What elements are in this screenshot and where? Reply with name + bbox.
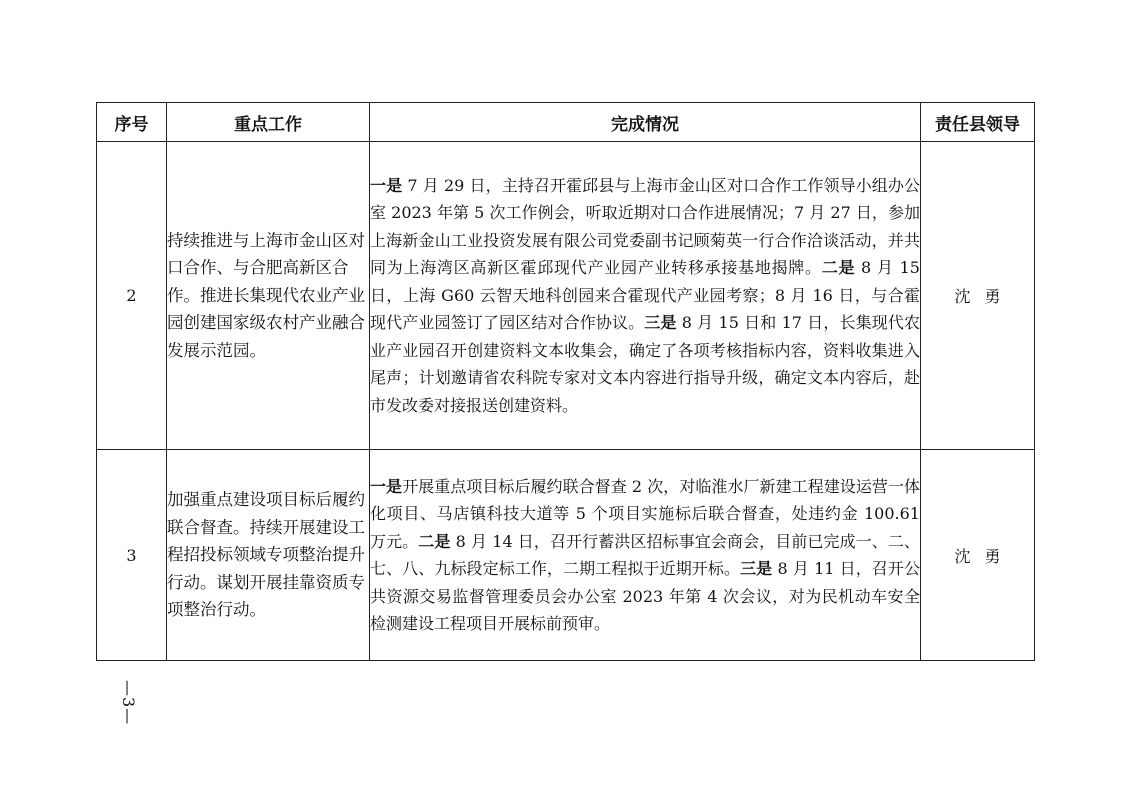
point-one-label: 一是 bbox=[370, 175, 403, 195]
point-one-text: 7 月 29 日，主持召开霍邱县与上海市金山区对口合作工作领导小组办公室 2023 年第 5 次工作例会，听取近期对口合作进展情况；7 月 27 日，参加上海新金山工业投资发展有限公司党委副书记顾菊英一行合作洽谈活动，并共同为上海湾区高新区霍邱现代产业园产业转移承接基地揭牌。 bbox=[370, 175, 920, 278]
row-work: 加强重点建设项目标后履约联合督查。持续开展建设工程招投标领域专项整治提升行动。谋划开展挂靠资质专项整治行动。 bbox=[167, 450, 370, 661]
header-status: 完成情况 bbox=[370, 103, 921, 142]
header-work: 重点工作 bbox=[167, 103, 370, 142]
point-three-text: 8 月 11 日，召开公共资源交易监督管理委员会办公室 2023 年第 4 次会议，对为民机动车安全检测建设工程项目开展标前预审。 bbox=[370, 559, 920, 633]
table-row bbox=[97, 450, 1035, 661]
table-row bbox=[97, 142, 1035, 450]
page-number: —3— bbox=[119, 680, 138, 726]
row-leader bbox=[921, 450, 1035, 661]
leader-name: 沈勇 bbox=[954, 546, 1015, 566]
header-seq: 序号 bbox=[97, 103, 167, 142]
header-leader: 责任县领导 bbox=[921, 103, 1035, 142]
point-one-label: 一是 bbox=[370, 476, 403, 496]
row-leader bbox=[921, 142, 1035, 450]
row-seq: 3 bbox=[97, 450, 167, 661]
row-work: 持续推进与上海市金山区对口合作、与合肥高新区合作。推进长集现代农业产业园创建国家级农村产业融合发展示范园。 bbox=[167, 142, 370, 450]
point-three-text: 8 月 15 日和 17 日，长集现代农业产业园召开创建资料文本收集会，确定了各项考核指标内容，资料收集进入尾声；计划邀请省农科院专家对文本内容进行指导升级，确定文本内容后，赴市发改委对接报送创建资料。 bbox=[370, 313, 920, 415]
point-two-label: 二是 bbox=[418, 531, 451, 551]
table-header-row bbox=[97, 103, 1035, 142]
point-two-text: 8 月 15 日，上海 G60 云智天地科创园来合霍现代产业园考察；8 月 16 日，与合霍现代产业园签订了园区结对合作协议。 bbox=[370, 258, 920, 333]
row-seq: 2 bbox=[97, 142, 167, 450]
leader-name: 沈勇 bbox=[954, 287, 1015, 306]
row-status bbox=[370, 450, 921, 661]
row-status bbox=[370, 142, 921, 450]
point-two-text: 8 月 14 日，召开行蓄洪区招标事宜会商会，目前已完成一、二、七、八、九标段定标工作，二期工程拟于近期开标。 bbox=[370, 531, 920, 578]
point-one-text: 开展重点项目标后履约联合督查 2 次，对临淮水厂新建工程建设运营一体化项目、马店镇科技大道等 5 个项目实施标后联合督查，处违约金 100.61 万元。 bbox=[370, 476, 920, 551]
work-progress-table bbox=[96, 102, 1035, 661]
point-two-label: 二是 bbox=[821, 258, 856, 278]
point-three-label: 三是 bbox=[740, 559, 773, 578]
point-three-label: 三是 bbox=[644, 313, 677, 333]
